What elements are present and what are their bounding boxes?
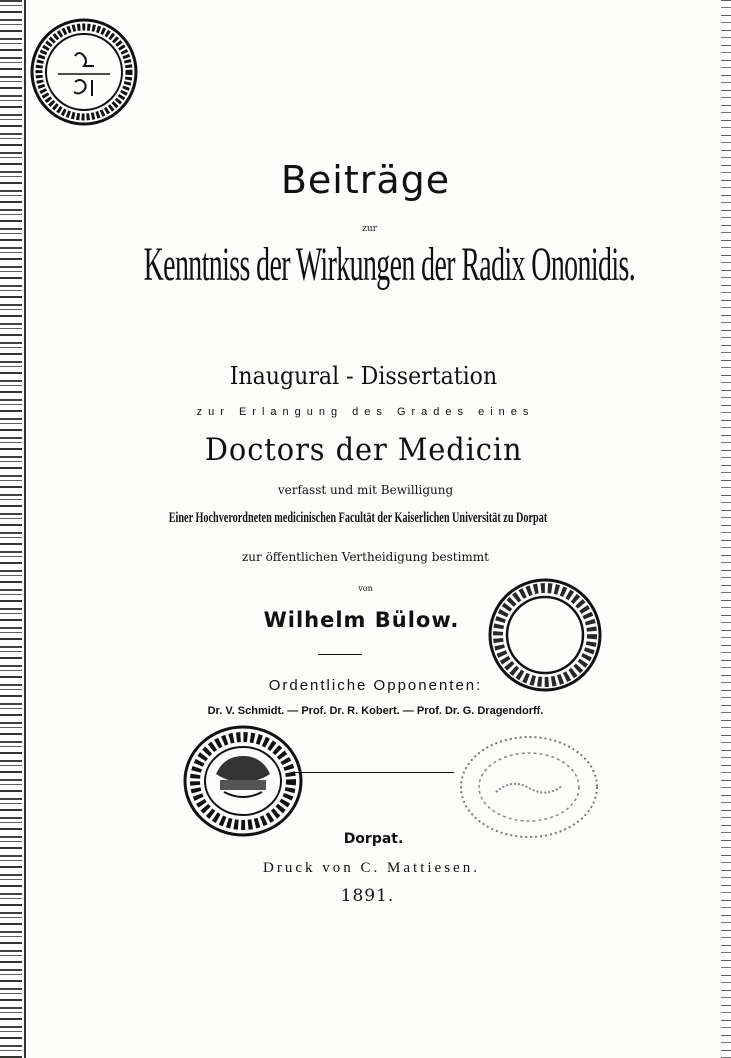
faculty-line: Einer Hochverordneten medicinischen Facultät der Kaiserlichen Universität zu Dorpat	[168, 510, 548, 526]
subtitle: Kenntniss der Wirkungen der Radix Ononidis.	[143, 238, 636, 291]
connector-word: zur	[362, 224, 377, 234]
degree-line: zur Erlangung des Grades eines	[196, 406, 535, 418]
faint-stamp	[456, 732, 602, 842]
dissertation-heading: Inaugural - Dissertation	[229, 362, 498, 390]
opponents-list: Dr. V. Schmidt. — Prof. Dr. R. Kobert. — Prof. Dr. G. Dragendorff.	[207, 705, 544, 717]
separator-long	[292, 772, 454, 773]
library-stamp-bottom	[180, 722, 306, 840]
page-title: Beiträge	[280, 158, 451, 202]
defense-line: zur öffentlichen Vertheidigung bestimmt	[241, 550, 489, 564]
approval-line: verfasst und mit Bewilligung	[277, 483, 454, 497]
author-name: Wilhelm Bülow.	[263, 608, 460, 632]
publication-year: 1891.	[340, 886, 395, 906]
separator-short	[318, 654, 362, 655]
degree-title: Doctors der Medicin	[204, 432, 523, 468]
opponents-heading: Ordentliche Opponenten:	[268, 677, 483, 694]
printer-line: Druck von C. Mattiesen.	[263, 860, 480, 876]
library-stamp-top-left	[28, 16, 140, 128]
publication-place: Dorpat.	[343, 831, 404, 847]
by-word: von	[358, 584, 373, 593]
